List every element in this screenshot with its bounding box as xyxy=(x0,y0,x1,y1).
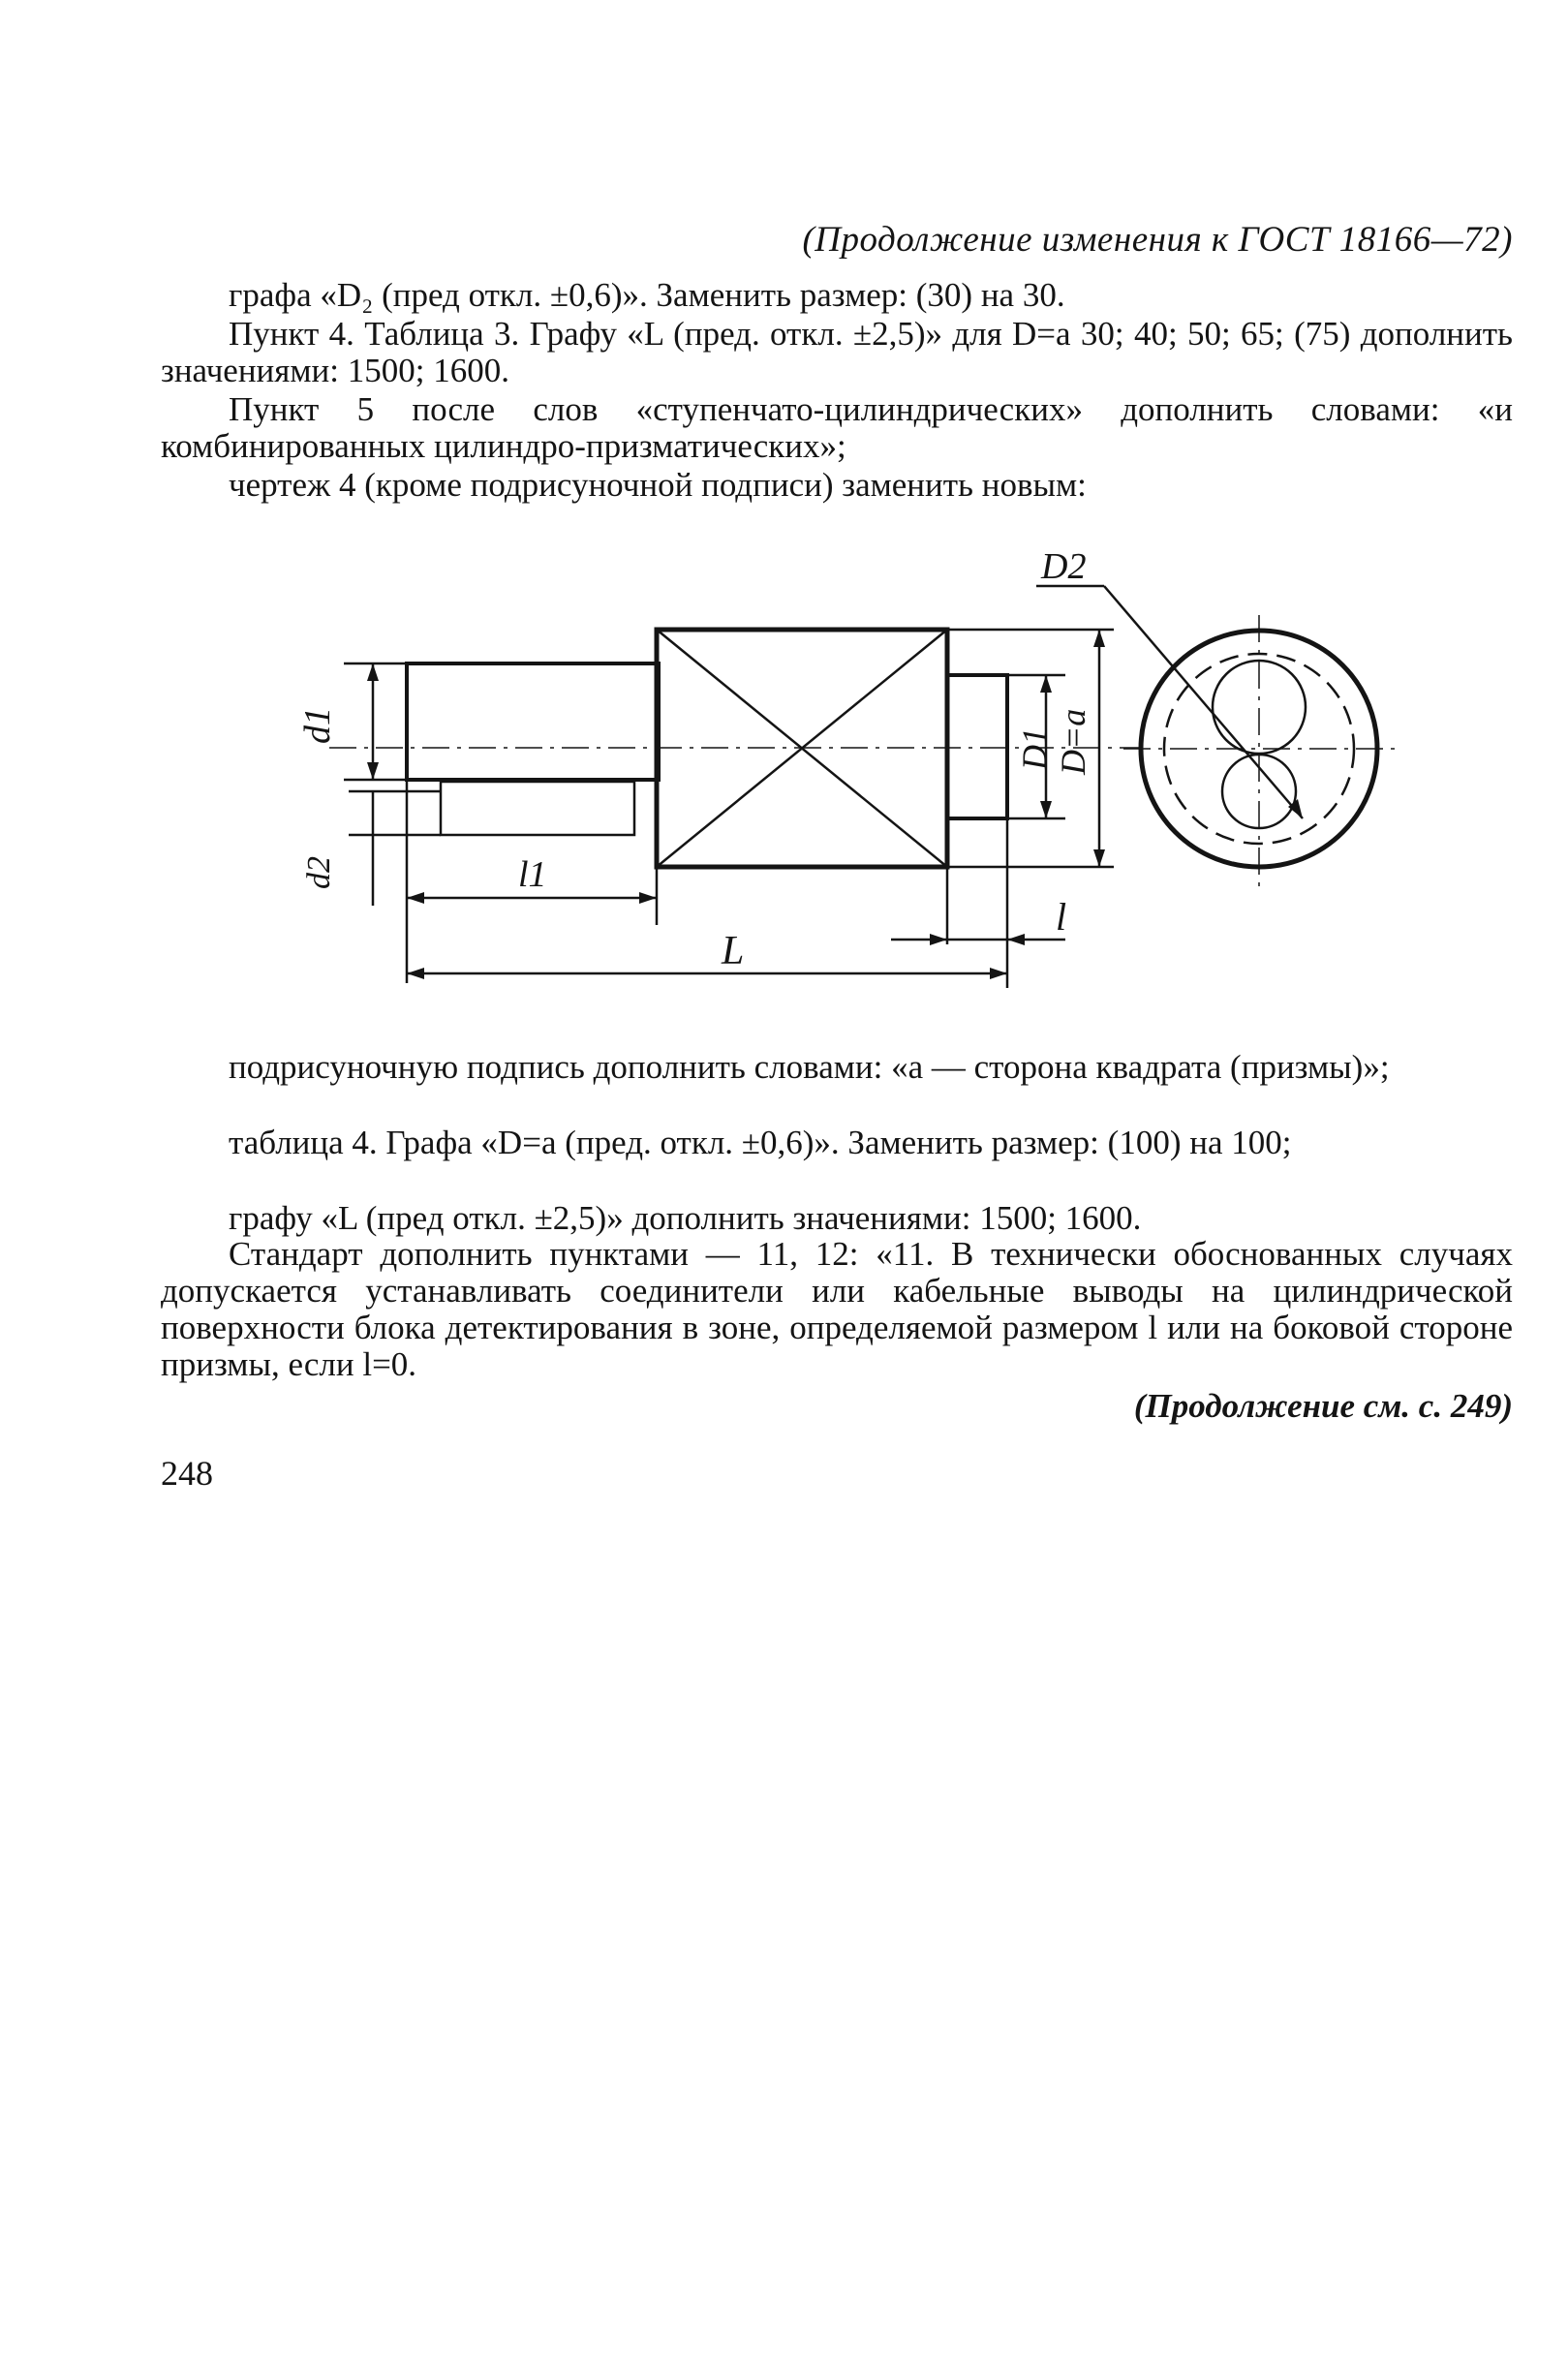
paragraph-1: графа «D₂ (пред откл. ±0,6)». Заменить размер: (30) на 30. xyxy=(229,276,1065,314)
paragraph-4: чертеж 4 (кроме подрисуночной подписи) заменить новым: xyxy=(229,466,1087,504)
paragraph-5: подрисуночную подпись дополнить словами: «a — сторона квадрата (призмы)»; xyxy=(229,1048,1390,1086)
label-L: L xyxy=(722,929,745,973)
drawing-geometry xyxy=(329,586,1395,988)
paragraph-8: Стандарт дополнить пунктами — 11, 12: «11. В технически обоснованных случаях допускается устанавливать соединители или кабельные выводы на цилиндрической поверхности блока детектирования в зоне, определяемой размером l или на боковой стороне призмы, если l=0. xyxy=(161,1235,1513,1383)
paragraph-2: Пункт 4. Таблица 3. Графу «L (пред. откл. ±2,5)» для D=a 30; 40; 50; 65; (75) дополнить значениями: 1500; 1600. xyxy=(161,315,1513,389)
label-D1: D1 xyxy=(1015,727,1054,770)
technical-drawing xyxy=(291,538,1424,1012)
label-d2: d2 xyxy=(301,856,337,889)
paragraph-3: Пункт 5 после слов «ступенчато-цилиндрических» дополнить словами: «и комбинированных цилиндро-призматических»; xyxy=(161,390,1513,465)
paragraph-6: таблица 4. Графа «D=a (пред. откл. ±0,6)». Заменить размер: (100) на 100; xyxy=(229,1124,1292,1161)
label-l1: l1 xyxy=(518,854,547,895)
label-D2: D2 xyxy=(1041,546,1087,587)
continuation-note: (Продолжение см. с. 249) xyxy=(1133,1387,1513,1425)
paragraph-7: графу «L (пред откл. ±2,5)» дополнить значениями: 1500; 1600. xyxy=(229,1199,1142,1237)
label-l: l xyxy=(1056,895,1067,939)
page-header: (Продолжение изменения к ГОСТ 18166—72) xyxy=(802,220,1513,260)
label-D-eq-a: D=a xyxy=(1054,708,1092,775)
label-d1: d1 xyxy=(297,707,338,744)
page-number: 248 xyxy=(161,1454,213,1493)
